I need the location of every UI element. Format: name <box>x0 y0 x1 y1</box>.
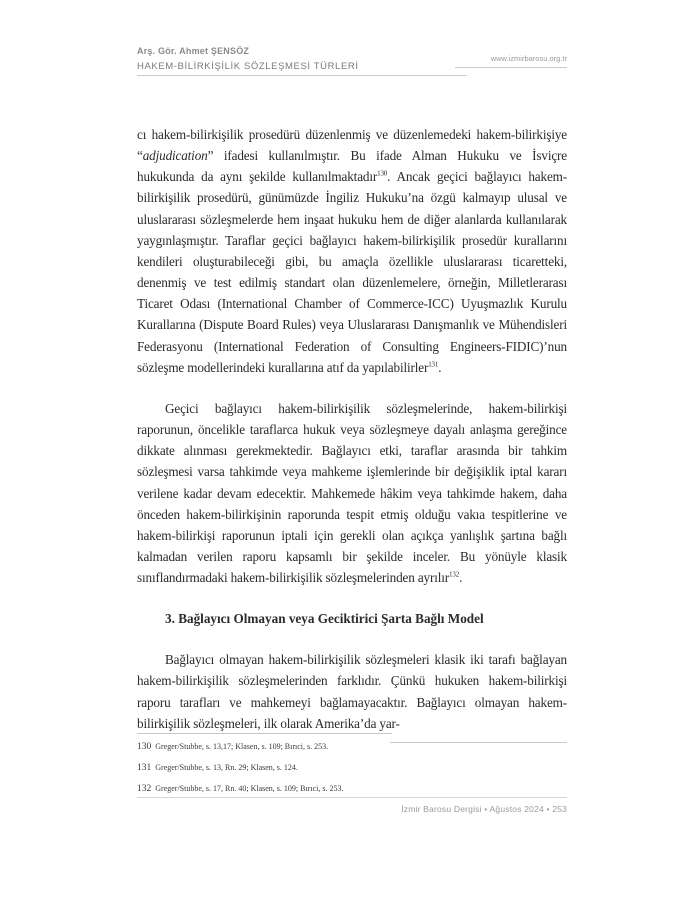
website-link[interactable]: www.izmirbarosu.org.tr <box>490 54 567 63</box>
section-heading: 3. Bağlayıcı Olmayan veya Geciktirici Şarta Bağlı Model <box>165 611 484 627</box>
footnote-ref-132[interactable]: 132 <box>449 570 460 579</box>
author-name: Arş. Gör. Ahmet ŞENSÖZ <box>137 46 250 56</box>
header-rule-left <box>137 75 467 76</box>
footnote-130: 130 Greger/Stubbe, s. 13,17; Klasen, s. 109; Bırıci, s. 253. <box>137 742 329 752</box>
body-text <box>137 124 567 734</box>
header-rule-right <box>455 67 567 68</box>
paragraph-1: cı hakem-bilirkişilik prosedürü düzenlenmiş ve düzenlemedeki hakem-bilirkişiye “adjudication” ifadesi kullanılmıştır. Bu ifade Alman Hukuku ve İsviçre hukukunda da aynı şekilde kullanılmaktadır$^{130}$. Ancak geçici bağlayıcı hakem-bilirkişilik prosedürü, günümüzde İngiliz Hukuku’na özgü kalmayıp ulusal ve uluslararası sözleşmelerde hem inşaat hukuku hem de diğer alanlarda kullanılarak yaygınlaşmıştır. Taraflar geçici bağlayıcı hakem-bilirkişilik prosedür kurallarını kendileri oluşturabileceği gibi, bu amaçla özellikle uluslararası ticaretteki, denenmiş ve test edilmiş standart olan düzenlemelere, örneğin, Milletlerarası Ticaret Odası (International Chamber of Commerce-ICC) Uyuşmazlık Kurulu Kurallarına (Dispute Board Rules) veya Uluslararası Danışmanlık ve Mühendisleri Federasyonu (International Federation of Consulting Engineers-FIDIC)’nun sözleşme modellerindeki kurallarına atıf da yapılabilirler$^{131}$. <box>137 127 567 375</box>
page-footer: İzmir Barosu Dergisi • Ağustos 2024 • 253 <box>401 804 567 814</box>
paragraph-3: Bağlayıcı olmayan hakem-bilirkişilik sözleşmeleri klasik iki tarafı bağlayan hakem-bilirkişilik sözleşmelerinden farklıdır. Çünkü hukuken hakem-bilirkişi raporu tarafları ve mahkemeyi bağlamayacaktır. Bağlayıcı olmayan hakem-bilirkişilik sözleşmeleri, ilk olarak Amerika’da yar- <box>137 652 567 731</box>
footer-rule <box>137 797 567 798</box>
footnotes <box>137 742 567 805</box>
footnote-rule-left <box>137 733 392 734</box>
footnote-132: 132 Greger/Stubbe, s. 17, Rn. 40; Klasen, s. 109; Bırıci, s. 253. <box>137 784 344 794</box>
italic-term: adjudication <box>142 148 208 164</box>
paragraph-2: Geçici bağlayıcı hakem-bilirkişilik sözleşmelerinde, hakem-bilirkişi raporunun, öncelikle taraflarca hukuk veya sözleşmeye dayalı anlaşma gereğince dikkate alınması gerekmektedir. Bağlayıcı etki, taraflar arasında bir tahkim sözleşmesi varsa tahkimde veya mahkeme işlemlerinde bir değişiklik iptal kararı verilene kadar devam edecektir. Mahkemede hâkim veya tahkimde hakem, daha önceden hakem-bilirkişinin raporunda tespit etmiş olduğu vakıa tespitlerine ve hakem-bilirkişi raporunun iptali için gerekli olan açıkça yanlışlık şartına bağlı kalmadan verilen raporu kapsamlı bir şekilde inceler. Bu yönüyle klasik sınıflandırmadaki hakem-bilirkişilik sözleşmelerinden ayrılır$^{132}$. <box>137 400 567 586</box>
footnote-ref-131[interactable]: 131 <box>428 360 439 369</box>
footnote-ref-130[interactable]: 130 <box>377 169 388 178</box>
section-title: HAKEM-BİLİRKİŞİLİK SÖZLEŞMESİ TÜRLERİ <box>137 61 359 72</box>
footnote-131: 131 Greger/Stubbe, s. 13, Rn. 29; Klasen, s. 124. <box>137 763 298 773</box>
